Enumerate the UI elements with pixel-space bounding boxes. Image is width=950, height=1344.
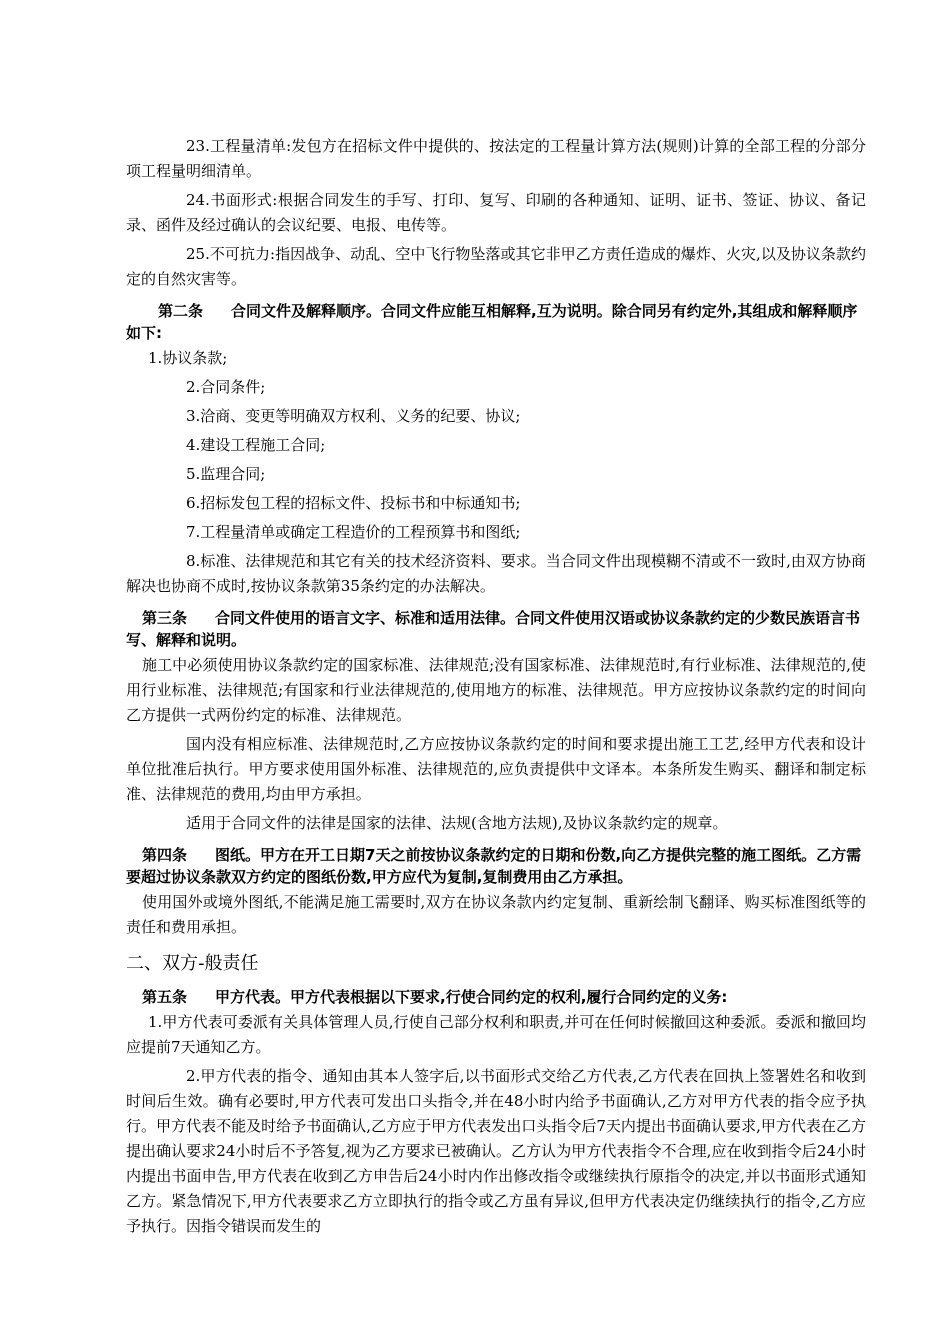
article-5-item: 2.甲方代表的指令、通知由其本人签字后,以书面形式交给乙方代表,乙方代表在回执上签署姓名和收到时间后生效。确有必要时,甲方代表可发出口头指令,并在48小时内给予书面确认,乙方对甲方代表的指令应予执行。甲方代表不能及时给予书面确认,乙方应于甲方代表发出口头指令后7天内提出书面确认要求,甲方代表在乙方提出确认要求24小时后不予答复,视为乙方要求已被确认。乙方认为甲方代表指令不合理,应在收到指令后24小时内提出书面申告,甲方代表在收到乙方申告后24小时内作出修改指令或继续执行原指令的决定,并以书面形式通知乙方。紧急情况下,甲方代表要求乙方立即执行的指令或乙方虽有异议,但甲方代表决定仍继续执行的指令,乙方应予执行。因指令错误而发生的 xyxy=(126,1067,866,1235)
article-5-number: 第五条 xyxy=(142,988,188,1006)
article-2-item: 7.工程量清单或确定工程造价的工程预算书和图纸; xyxy=(186,523,521,541)
article-3-heading xyxy=(126,607,866,651)
article-2-item: 2.合同条件; xyxy=(186,378,266,396)
definition-23: 23.工程量清单:发包方在招标文件中提供的、按法定的工程量计算方法(规则)计算的全部工程的分部分项工程量明细清单。 xyxy=(126,137,866,180)
article-3-paragraph: 国内没有相应标准、法律规范时,乙方应按协议条款约定的时间和要求提出施工工艺,经甲方代表和设计单位批准后执行。甲方要求使用国外标准、法律规范的,应负责提供中文译本。本条所发生购买、翻译和制定标准、法律规范的费用,均由甲方承担。 xyxy=(126,735,866,803)
article-3-paragraph: 适用于合同文件的法律是国家的法律、法规(含地方法规),及协议条款约定的规章。 xyxy=(186,814,728,832)
article-2-number: 第二条 xyxy=(158,302,204,320)
article-5-heading xyxy=(126,986,866,1008)
article-2-item: 8.标准、法律规范和其它有关的技术经济资料、要求。当合同文件出现模糊不清或不一致时,由双方协商解决也协商不成时,按协议条款第35条约定的办法解决。 xyxy=(126,552,866,595)
article-3-title: 合同文件使用的语言文字、标准和适用法律。合同文件使用汉语或协议条款约定的少数民族语言书写、解释和说明。 xyxy=(126,609,861,649)
article-2-item: 4.建设工程施工合同; xyxy=(186,436,326,454)
article-4-title: 图纸。甲方在开工日期7天之前按协议条款约定的日期和份数,向乙方提供完整的施工图纸。乙方需要超过协议条款双方约定的图纸份数,甲方应代为复制,复制费用由乙方承担。 xyxy=(126,846,862,886)
article-4-number: 第四条 xyxy=(142,846,188,864)
article-4-heading xyxy=(126,844,866,888)
article-3-paragraph: 施工中必须使用协议条款约定的国家标准、法律规范;没有国家标准、法律规范时,有行业标准、法律规范的,使用行业标准、法律规范;有国家和行业法律规范的,使用地方的标准、法律规范。甲方应按协议条款约定的时间向乙方提供一式两份约定的标准、法律规范。 xyxy=(126,656,866,724)
article-2-item: 5.监理合同; xyxy=(186,465,266,483)
document-page xyxy=(126,134,866,1239)
article-2-item: 3.洽商、变更等明确双方权利、义务的纪要、协议; xyxy=(186,407,521,425)
article-5-title: 甲方代表。甲方代表根据以下要求,行使合同约定的权利,履行合同约定的义务: xyxy=(215,988,728,1006)
article-3-number: 第三条 xyxy=(142,609,188,627)
section-heading: 二、双方-般责任 xyxy=(126,953,259,974)
definition-25: 25.不可抗力:指因战争、动乱、空中飞行物坠落或其它非甲乙方责任造成的爆炸、火灾,以及协议条款约定的自然灾害等。 xyxy=(126,245,866,288)
article-2-item: 1.协议条款; xyxy=(148,349,228,367)
article-4-paragraph: 使用国外或境外图纸,不能满足施工需要时,双方在协议条款内约定复制、重新绘制飞翻译、购买标准图纸等的责任和费用承担。 xyxy=(126,893,866,936)
article-2-title: 合同文件及解释顺序。合同文件应能互相解释,互为说明。除合同另有约定外,其组成和解释顺序如下: xyxy=(126,302,858,342)
article-2-heading xyxy=(126,300,866,344)
article-5-item: 1.甲方代表可委派有关具体管理人员,行使自己部分权利和职责,并可在任何时候撤回这种委派。委派和撤回均应提前7天通知乙方。 xyxy=(126,1013,866,1056)
article-2-item: 6.招标发包工程的招标文件、投标书和中标通知书; xyxy=(186,494,521,512)
definition-24: 24.书面形式:根据合同发生的手写、打印、复写、印刷的各种通知、证明、证书、签证、协议、备记录、函件及经过确认的会议纪要、电报、电传等。 xyxy=(126,191,866,234)
